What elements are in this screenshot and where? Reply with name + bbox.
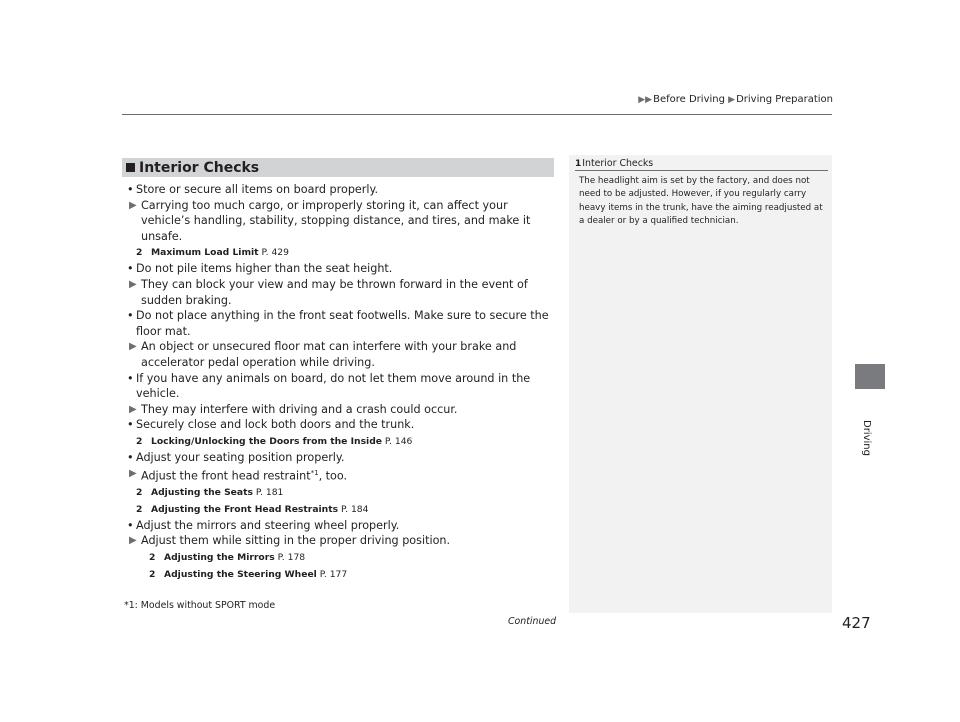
bullet-icon: •: [127, 418, 134, 432]
sub-item: [127, 533, 559, 549]
sidebar-title: Interior Checks: [582, 158, 654, 169]
list-item: [127, 371, 559, 402]
chapter-label: Driving: [861, 420, 872, 456]
bullet-icon: •: [127, 262, 134, 276]
bullet-icon: •: [127, 309, 134, 323]
header-rule: [122, 114, 832, 115]
sub-item: [127, 277, 559, 308]
triangle-marker-icon: ▶: [129, 341, 137, 353]
breadcrumb-section[interactable]: Before Driving: [653, 94, 725, 105]
reference-page[interactable]: P. 181: [255, 486, 284, 498]
bullet-icon: •: [127, 183, 134, 196]
cross-reference[interactable]: [127, 484, 559, 501]
reference-title[interactable]: Adjusting the Front Head Restraints: [151, 503, 339, 515]
cross-reference[interactable]: [127, 501, 559, 518]
list-item: [127, 450, 559, 466]
triangle-marker-icon: ▶: [129, 199, 137, 211]
reference-title[interactable]: Adjusting the Seats: [151, 486, 253, 498]
sub-text: Carrying too much cargo, or improperly storing it, can affect your vehicle’s handling, stability, stopping distance, and tires, and make it unsafe.: [141, 198, 531, 243]
sub-text: They can block your view and may be thrown forward in the event of sudden braking.: [141, 277, 528, 307]
breadcrumb: [638, 94, 833, 105]
note-marker-icon: 1: [575, 158, 582, 169]
footnote: *1: Models without SPORT mode: [124, 600, 276, 611]
sub-item: [127, 402, 559, 418]
item-text: Store or secure all items on board properly.: [136, 183, 379, 196]
list-item: [127, 261, 559, 277]
sub-text: Adjust them while sitting in the proper driving position.: [141, 534, 451, 548]
reference-icon: 2: [136, 486, 143, 498]
item-text: Do not place anything in the front seat footwells. Make sure to secure the floor mat.: [136, 309, 549, 338]
bullet-icon: •: [127, 450, 134, 464]
reference-title[interactable]: Adjusting the Mirrors: [164, 552, 275, 564]
section-title: Interior Checks: [139, 159, 260, 176]
triangle-marker-icon: ▶: [129, 403, 137, 415]
footnote-marker: *1: [310, 468, 319, 477]
reference-title[interactable]: Adjusting the Steering Wheel: [164, 569, 317, 581]
cross-reference[interactable]: [127, 244, 559, 261]
arrow-icon: ▶: [728, 95, 736, 105]
sub-item: [127, 466, 559, 484]
main-content: [127, 182, 559, 583]
sub-item: [127, 198, 559, 245]
reference-page[interactable]: P. 177: [319, 569, 348, 581]
list-item: [127, 182, 559, 198]
section-heading: [122, 158, 554, 177]
bullet-icon: •: [127, 518, 134, 532]
breadcrumb-page[interactable]: Driving Preparation: [736, 94, 833, 105]
item-text: Adjust the mirrors and steering wheel properly.: [136, 518, 400, 532]
double-arrow-icon: ▶▶: [638, 95, 653, 105]
bullet-icon: •: [127, 371, 134, 385]
cross-reference[interactable]: [127, 566, 559, 583]
triangle-marker-icon: ▶: [129, 535, 137, 547]
sub-text: They may interfere with driving and a crash could occur.: [141, 402, 458, 416]
sidebar-heading: [575, 158, 828, 171]
continued-label: Continued: [508, 616, 557, 627]
list-item: [127, 518, 559, 534]
item-text: If you have any animals on board, do not let them move around in the vehicle.: [136, 371, 531, 401]
reference-icon: 2: [149, 569, 156, 581]
item-text: Adjust your seating position properly.: [136, 450, 345, 464]
reference-icon: 2: [136, 503, 143, 515]
item-text: Do not pile items higher than the seat height.: [136, 262, 393, 276]
reference-page[interactable]: P. 146: [384, 435, 413, 447]
triangle-marker-icon: ▶: [129, 278, 137, 290]
chapter-tab[interactable]: [855, 364, 885, 389]
square-marker-icon: [126, 163, 135, 172]
list-item: [127, 308, 559, 339]
reference-page[interactable]: P. 429: [261, 247, 289, 259]
reference-icon: 2: [136, 435, 143, 447]
item-text: Securely close and lock both doors and the trunk.: [136, 418, 415, 432]
sub-text: An object or unsecured floor mat can interfere with your brake and accelerator pedal operation while driving.: [141, 340, 517, 369]
triangle-marker-icon: ▶: [129, 467, 137, 479]
reference-page[interactable]: P. 184: [341, 503, 369, 515]
cross-reference[interactable]: [127, 433, 559, 450]
reference-icon: 2: [136, 247, 143, 259]
page-number: 427: [842, 614, 871, 632]
sub-text-post: , too.: [318, 469, 348, 483]
cross-reference[interactable]: [127, 549, 559, 566]
sidebar-text: The headlight aim is set by the factory, and does not need to be adjusted. However, if you regularly carry heavy items in the trunk, have the aiming readjusted at a dealer or by a qualified technician.: [579, 176, 823, 227]
sidebar-note: [569, 155, 832, 613]
reference-page[interactable]: P. 178: [277, 552, 306, 564]
sub-text-pre: Adjust the front head restraint: [141, 469, 311, 483]
list-item: [127, 417, 559, 433]
sub-item: [127, 339, 559, 370]
reference-title[interactable]: Maximum Load Limit: [151, 247, 259, 259]
reference-title[interactable]: Locking/Unlocking the Doors from the Inside: [151, 435, 382, 447]
reference-icon: 2: [149, 552, 156, 564]
